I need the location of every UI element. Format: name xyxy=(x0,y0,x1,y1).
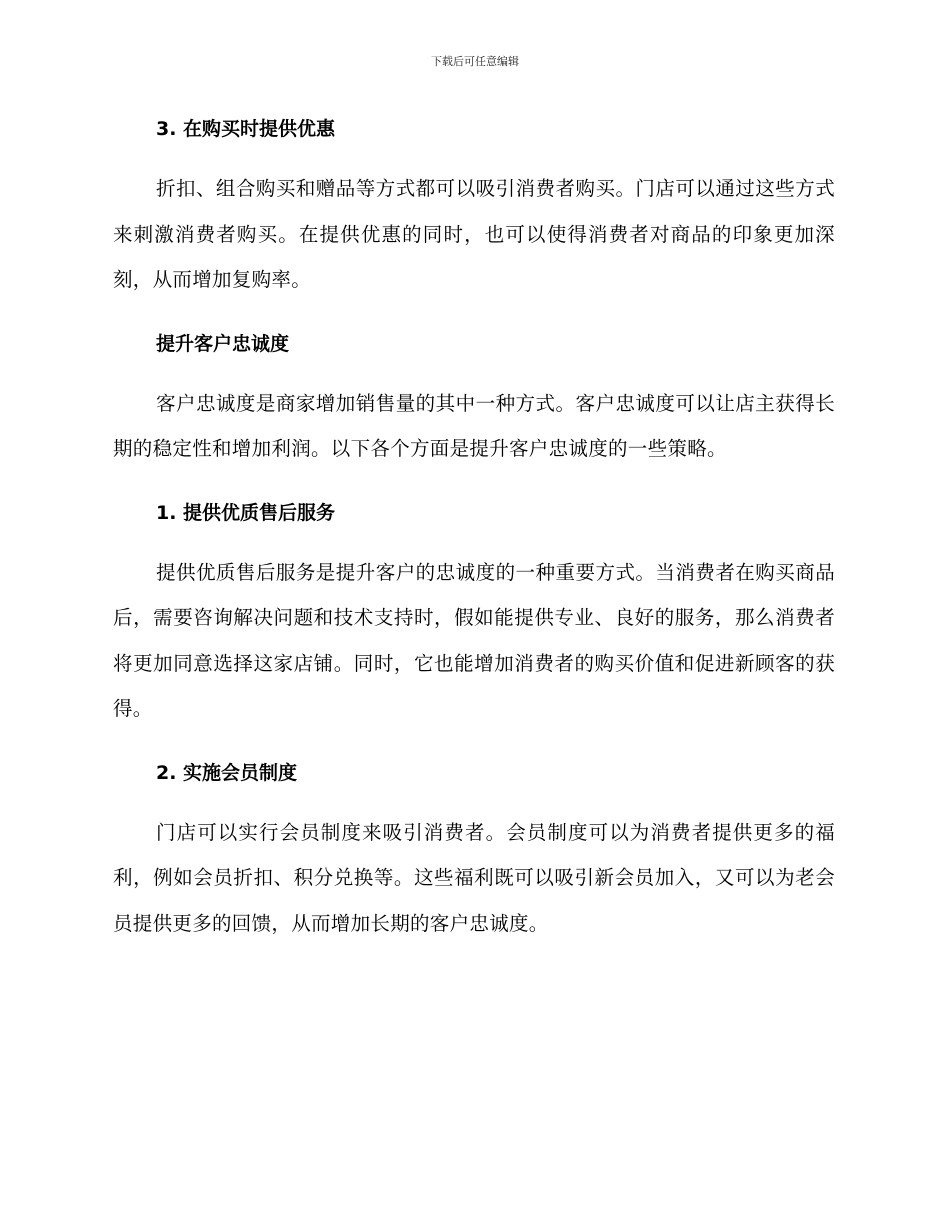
section-heading-after-sales: 1. 提供优质售后服务 xyxy=(156,501,336,524)
document-body xyxy=(113,112,835,946)
page-header: 下载后可任意编辑 xyxy=(431,55,519,68)
section-paragraph-loyalty: 客户忠诚度是商家增加销售量的其中一种方式。客户忠诚度可以让店主获得长期的稳定性和增加利润。以下各个方面是提升客户忠诚度的一些策略。 xyxy=(113,391,835,460)
section-paragraph-membership: 门店可以实行会员制度来吸引消费者。会员制度可以为消费者提供更多的福利，例如会员折扣、积分兑换等。这些福利既可以吸引新会员加入，又可以为老会员提供更多的回馈，从而增加长期的客户忠诚度。 xyxy=(113,820,835,935)
section-heading-loyalty: 提升客户忠诚度 xyxy=(156,332,290,355)
section-paragraph-discount: 折扣、组合购买和赠品等方式都可以吸引消费者购买。门店可以通过这些方式来刺激消费者购买。在提供优惠的同时，也可以使得消费者对商品的印象更加深刻，从而增加复购率。 xyxy=(113,177,835,291)
section-heading-membership: 2. 实施会员制度 xyxy=(156,761,298,784)
section-heading-discount: 3. 在购买时提供优惠 xyxy=(156,118,336,140)
section-paragraph-after-sales: 提供优质售后服务是提升客户的忠诚度的一种重要方式。当消费者在购买商品后，需要咨询解决问题和技术支持时，假如能提供专业、良好的服务，那么消费者将更加同意选择这家店铺。同时，它也能增加消费者的购买价值和促进新顾客的获得。 xyxy=(113,560,835,720)
